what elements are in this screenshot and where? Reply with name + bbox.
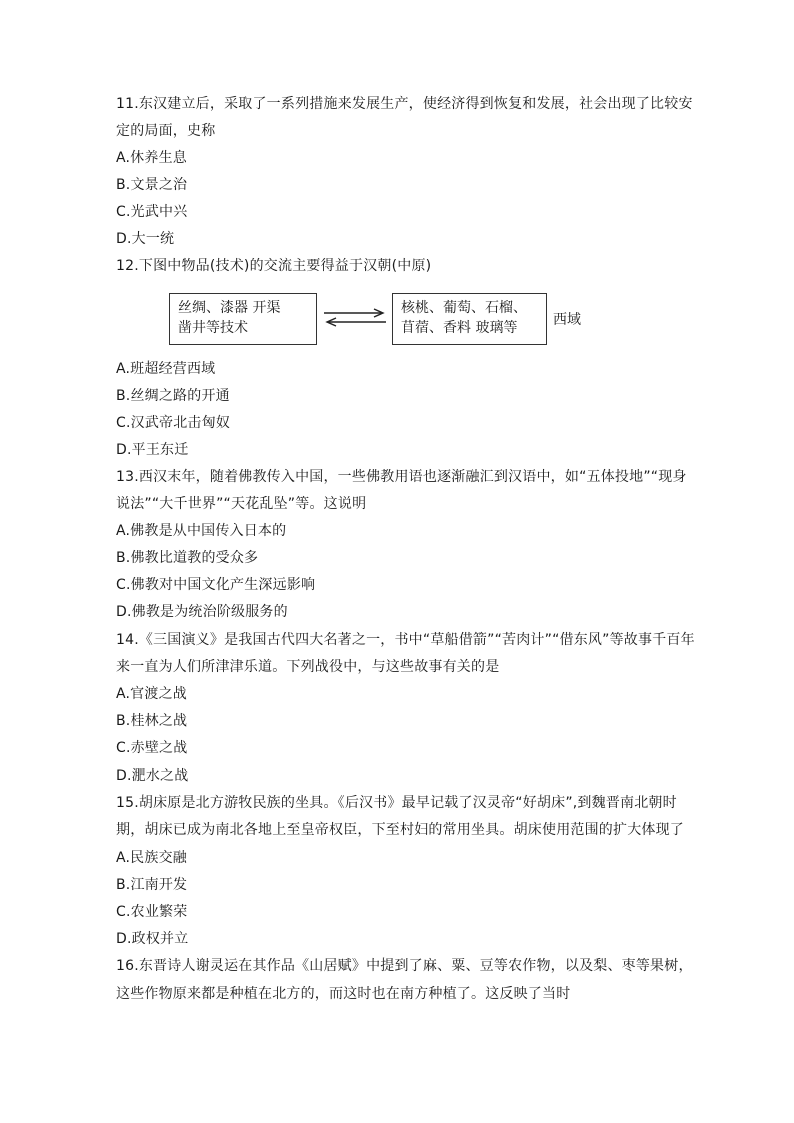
- q11-option-b: B.文景之治: [116, 177, 188, 193]
- q15-option-a: A.民族交融: [116, 850, 187, 866]
- q14-stem-line2: 来一直为人们所津津乐道。下列战役中，与这些故事有关的是: [116, 659, 500, 675]
- q12-option-d: D.平王东迁: [116, 442, 189, 458]
- q12-option-b: B.丝绸之路的开通: [116, 388, 230, 404]
- q12-stem-line1: 12.下图中物品(技术)的交流主要得益于汉朝(中原): [116, 258, 432, 274]
- q16-stem-line1: 16.东晋诗人谢灵运在其作品《山居赋》中提到了麻、粟、豆等农作物，以及梨、枣等果树，: [116, 958, 693, 974]
- exchange-arrows-icon: [320, 305, 390, 329]
- q13-option-c: C.佛教对中国文化产生深远影响: [116, 577, 316, 593]
- diagram-central-plains-box: [169, 293, 317, 345]
- q14-option-b: B.桂林之战: [116, 713, 188, 729]
- q11-option-d: D.大一统: [116, 231, 175, 247]
- q13-stem-line2: 说法”“大千世界”“天花乱坠”等。这说明: [116, 496, 367, 512]
- q11-stem-line1: 11.东汉建立后，采取了一系列措施来发展生产，使经济得到恢复和发展，社会出现了比较安: [116, 96, 693, 112]
- diagram-right-line2: 苜蓿、香料 玻璃等: [401, 320, 518, 336]
- diagram-right-line1: 核桃、葡萄、石榴、: [401, 300, 527, 316]
- q12-option-a: A.班超经营西域: [116, 361, 216, 377]
- q13-option-d: D.佛教是为统治阶级服务的: [116, 604, 288, 620]
- q15-option-b: B.江南开发: [116, 877, 188, 893]
- q15-stem-line2: 期，胡床已成为南北各地上至皇帝权臣，下至村妇的常用坐具。胡床使用范围的扩大体现了: [116, 822, 684, 838]
- q15-stem-line1: 15.胡床原是北方游牧民族的坐具。《后汉书》最早记载了汉灵帝“好胡床”,到魏晋南北朝时: [116, 795, 677, 811]
- diagram-western-regions-box: [392, 293, 547, 345]
- q16-stem-line2: 这些作物原来都是种植在北方的，而这时也在南方种植了。这反映了当时: [116, 986, 571, 1002]
- diagram-left-line1: 丝绸、漆器 开渠: [178, 300, 281, 316]
- diagram-region-label: 西域: [553, 312, 581, 328]
- q15-option-d: D.政权并立: [116, 931, 189, 947]
- q11-option-a: A.休养生息: [116, 150, 187, 166]
- q14-stem-line1: 14.《三国演义》是我国古代四大名著之一，书中“草船借箭”“苦肉计”“借东风”等故事千百年: [116, 632, 695, 648]
- q14-option-a: A.官渡之战: [116, 686, 187, 702]
- q15-option-c: C.农业繁荣: [116, 904, 188, 920]
- q13-option-a: A.佛教是从中国传入日本的: [116, 523, 287, 539]
- q13-option-b: B.佛教比道教的受众多: [116, 550, 259, 566]
- q12-option-c: C.汉武帝北击匈奴: [116, 415, 231, 431]
- diagram-left-line2: 凿井等技术: [178, 320, 248, 336]
- q13-stem-line1: 13.西汉末年，随着佛教传入中国，一些佛教用语也逐渐融汇到汉语中，如“五体投地”“现身: [116, 469, 687, 485]
- q14-option-c: C.赤壁之战: [116, 740, 188, 756]
- q14-option-d: D.淝水之战: [116, 768, 189, 784]
- q11-stem-line2: 定的局面，史称: [116, 123, 216, 139]
- q11-option-c: C.光武中兴: [116, 204, 188, 220]
